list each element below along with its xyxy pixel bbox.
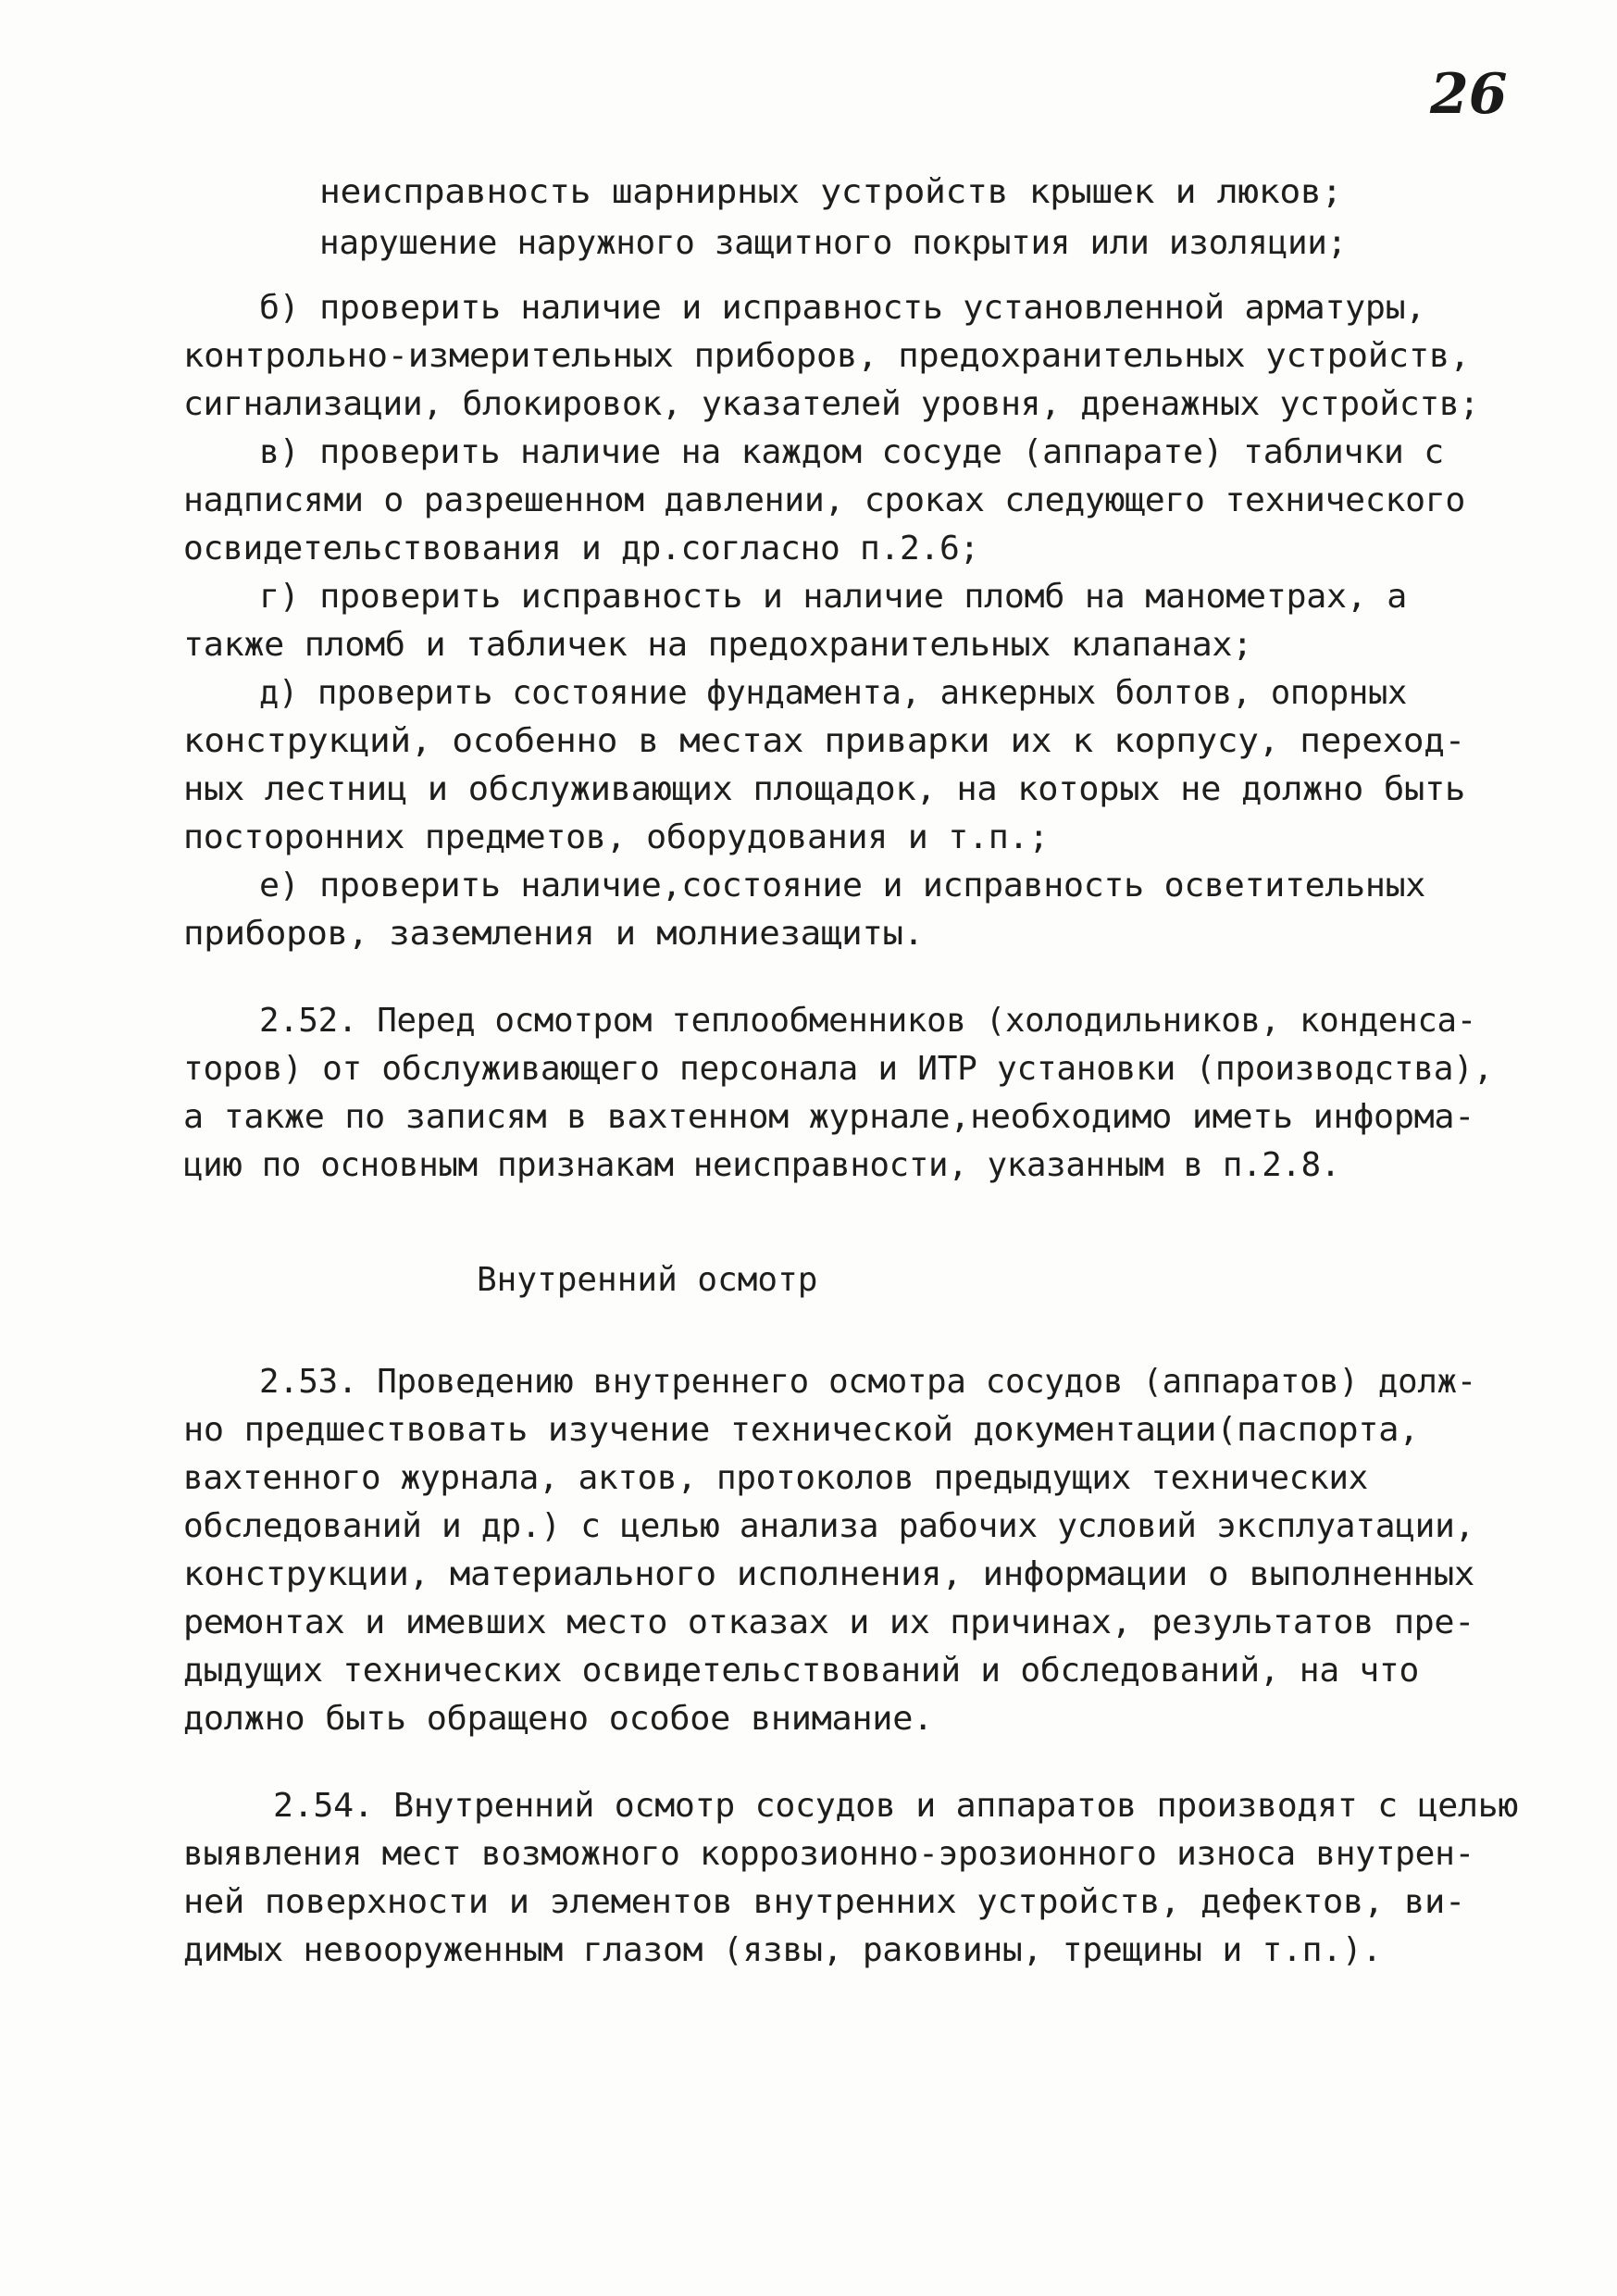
text-line: а также по записям в вахтенном журнале,необходимо иметь информа- bbox=[183, 1098, 1475, 1136]
text-line: сигнализации, блокировок, указателей уровня, дренажных устройств; bbox=[183, 385, 1480, 423]
text-line: 2.54. Внутренний осмотр сосудов и аппаратов производят с целью bbox=[273, 1787, 1519, 1825]
text-line: посторонних предметов, оборудования и т.п.; bbox=[183, 818, 1049, 856]
text-line: приборов, заземления и молниезащиты. bbox=[183, 915, 925, 953]
text-line: ремонтах и имевших место отказах и их причинах, результатов пре- bbox=[183, 1603, 1475, 1641]
text-line: 2.52. Перед осмотром теплообменников (холодильников, конденса- bbox=[259, 1002, 1476, 1040]
text-line: обследований и др.) с целью анализа рабочих условий эксплуатации, bbox=[183, 1507, 1475, 1545]
text-line: конструкции, материального исполнения, информации о выполненных bbox=[183, 1555, 1475, 1593]
text-line: цию по основным признакам неисправности, указанным в п.2.8. bbox=[183, 1146, 1340, 1184]
text-line: конструкций, особенно в местах приварки их к корпусу, переход- bbox=[183, 722, 1465, 760]
text-line: ней поверхности и элементов внутренних устройств, дефектов, ви- bbox=[183, 1883, 1465, 1921]
page-number: 26 bbox=[1430, 62, 1508, 127]
text-line: г) проверить исправность и наличие пломб на манометрах, а bbox=[259, 578, 1407, 616]
text-line: в) проверить наличие на каждом сосуде (аппарате) таблички с bbox=[259, 433, 1444, 471]
text-line: б) проверить наличие и исправность установленной арматуры, bbox=[259, 289, 1426, 327]
text-line: должно быть обращено особое внимание. bbox=[183, 1700, 933, 1738]
text-line: вахтенного журнала, актов, протоколов предыдущих технических bbox=[183, 1459, 1369, 1497]
text-line: выявления мест возможного коррозионно-эрозионного износа внутрен- bbox=[183, 1835, 1475, 1873]
text-line: д) проверить состояние фундамента, анкерных болтов, опорных bbox=[259, 674, 1408, 712]
text-line: димых невооруженным глазом (язвы, раковины, трещины и т.п.). bbox=[183, 1931, 1383, 1969]
text-line: но предшествовать изучение технической документации(паспорта, bbox=[183, 1411, 1419, 1449]
text-line: дыдущих технических освидетельствований и обследований, на что bbox=[183, 1652, 1419, 1690]
text-line: освидетельствования и др.согласно п.2.6; bbox=[183, 530, 980, 568]
text-line: контрольно-измерительных приборов, предохранительных устройств, bbox=[183, 337, 1471, 375]
section-heading: Внутренний осмотр bbox=[477, 1261, 818, 1299]
text-line: неисправность шарнирных устройств крышек и люков; bbox=[319, 173, 1343, 211]
text-line: нарушение наружного защитного покрытия или изоляции; bbox=[319, 224, 1348, 262]
text-line: также пломб и табличек на предохранительных клапанах; bbox=[183, 626, 1253, 664]
text-line: ных лестниц и обслуживающих площадок, на которых не должно быть bbox=[183, 770, 1465, 808]
text-line: е) проверить наличие,состояние и исправность осветительных bbox=[259, 867, 1426, 905]
text-line: надписями о разрешенном давлении, сроках следующего технического bbox=[183, 481, 1466, 519]
text-line: 2.53. Проведению внутреннего осмотра сосудов (аппаратов) долж- bbox=[259, 1363, 1476, 1401]
text-line: торов) от обслуживающего персонала и ИТР установки (производства), bbox=[183, 1050, 1494, 1088]
